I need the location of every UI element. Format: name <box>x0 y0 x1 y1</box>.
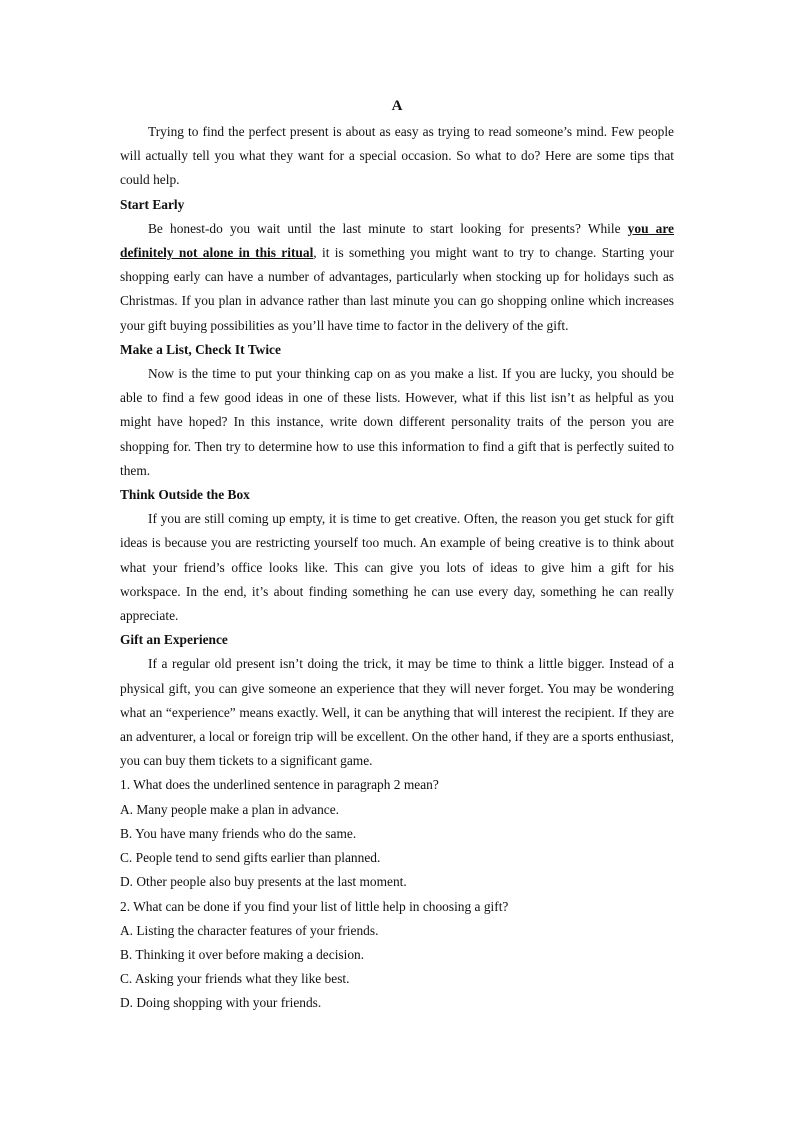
question-stem-2: 2. What can be done if you find your list of little help in choosing a gift? <box>120 898 509 914</box>
section-heading-gift-experience: Gift an Experience <box>120 632 228 648</box>
question-1-option-b: B. You have many friends who do the same. <box>120 825 357 841</box>
question-1-option-d: D. Other people also buy presents at the last moment. <box>120 874 407 890</box>
intro-paragraph: Trying to find the perfect present is about as easy as trying to read someone’s mind. Few people will actually tell you what they want for a special occasion. So what to do? Here are some tips that could help. <box>120 124 674 188</box>
passage-title: A <box>391 98 403 114</box>
body-text-before: Be honest-do you wait until the last minute to start looking for presents? While <box>148 220 628 236</box>
question-2-option-c: C. Asking your friends what they like best. <box>120 971 350 987</box>
question-1-option-a: A. Many people make a plan in advance. <box>120 801 340 817</box>
section-heading-start-early: Start Early <box>120 196 185 212</box>
question-stem-1: 1. What does the underlined sentence in paragraph 2 mean? <box>120 777 439 793</box>
section-body-start-early <box>120 217 674 338</box>
section-heading-think-outside: Think Outside the Box <box>120 487 250 503</box>
question-2-option-b: B. Thinking it over before making a decision. <box>120 946 365 962</box>
underlined-sentence: you are definitely not alone in this ritual <box>120 220 674 261</box>
section-body-make-a-list: Now is the time to put your thinking cap on as you make a list. If you are lucky, you should be able to find a few good ideas in one of these lists. However, what if this list isn’t as helpful as you might have hoped? In this instance, write down different personality traits of the person you are shopping for. Then try to determine how to use this information to find a gift that is perfectly suited to them. <box>120 366 674 478</box>
section-body-think-outside: If you are still coming up empty, it is time to get creative. Often, the reason you get stuck for gift ideas is because you are restricting yourself too much. An example of being creative is to think about what your friend’s office looks like. This can give you lots of ideas to give him a gift for his workspace. In the end, it’s about finding something he can use every day, something he can really appreciate. <box>120 511 674 624</box>
question-2-option-d: D. Doing shopping with your friends. <box>120 995 322 1011</box>
body-text-after: , it is something you might want to try to change. Starting your shopping early can have a number of advantages, particularly when stocking up for holidays such as Christmas. If you plan in advance rather than last minute you can go shopping online which increases your gift buying possibilities as you’ll have time to factor in the delivery of the gift. <box>120 245 675 333</box>
section-body-gift-experience: If a regular old present isn’t doing the trick, it may be time to think a little bigger. Instead of a physical gift, you can give someone an experience that they will never forget. You may be wondering what an “experience” means exactly. Well, it can be anything that will interest the recipient. If they are an adventurer, a local or foreign trip will be excellent. On the other hand, if they are a sports enthusiast, you can buy them tickets to a significant game. <box>120 656 674 769</box>
section-heading-make-a-list: Make a List, Check It Twice <box>120 341 281 357</box>
question-2-option-a: A. Listing the character features of your friends. <box>120 922 379 938</box>
question-1-option-c: C. People tend to send gifts earlier than planned. <box>120 850 381 866</box>
